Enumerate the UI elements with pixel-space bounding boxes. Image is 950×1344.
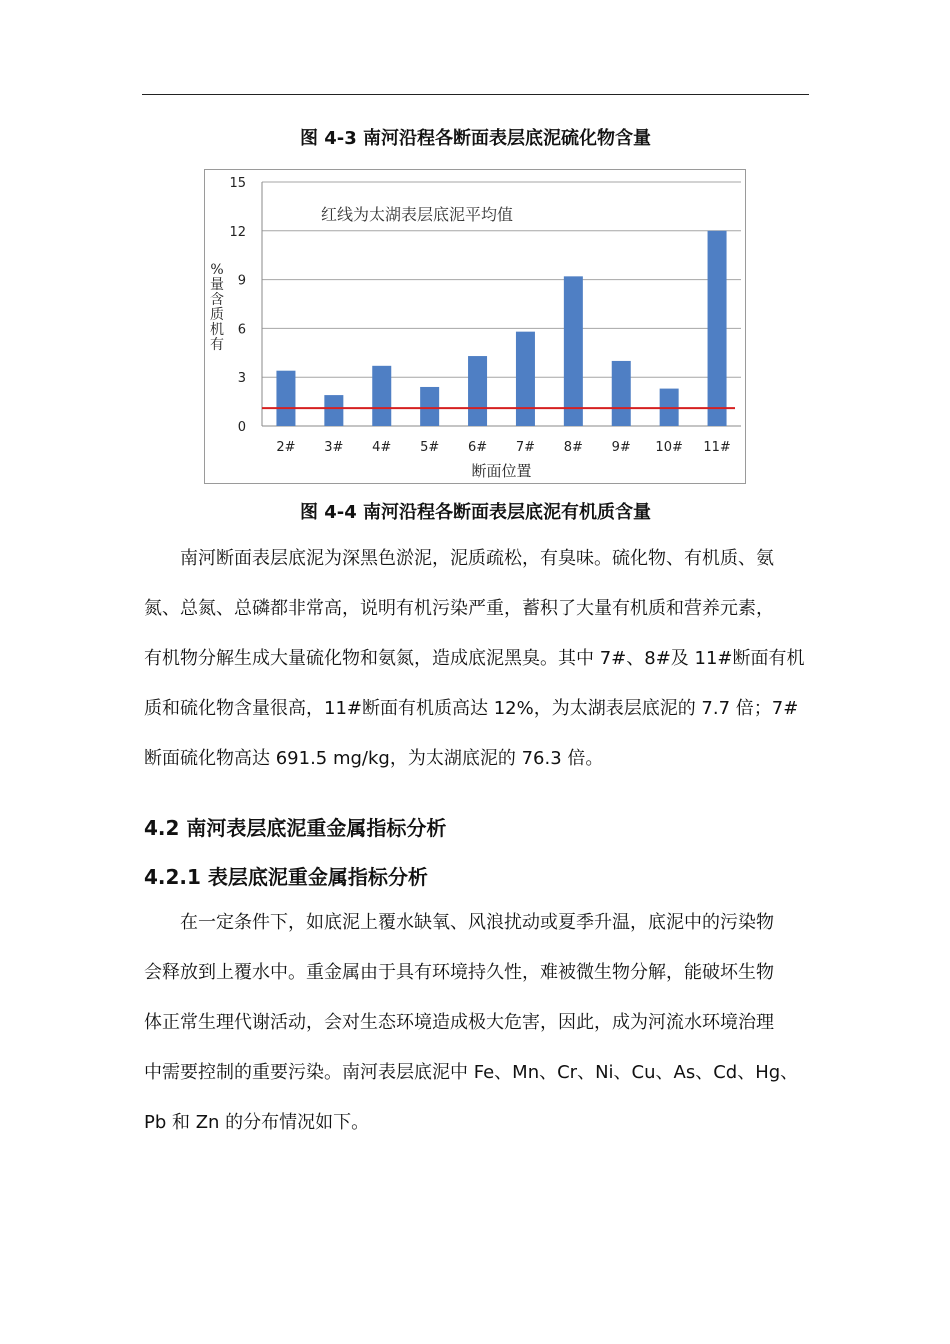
chart-canvas [205,170,745,483]
x-tick-label: 8# [563,440,583,455]
paragraph-line: 质和硫化物含量很高，11#断面有机质高达 12%，为太湖表层底泥的 7.7 倍；7# [144,698,799,719]
y-axis-label-char: 有 [210,337,224,353]
y-tick-label: 0 [237,420,246,435]
x-tick-label: 10# [655,440,683,455]
paragraph-line: 会释放到上覆水中。重金属由于具有环境持久性，难被微生物分解，能破坏生物 [144,962,774,983]
bar-3# [324,395,343,426]
paragraph-line: 氮、总氮、总磷都非常高，说明有机污染严重，蓄积了大量有机质和营养元素， [144,598,774,619]
section-heading-4-2-1: 4.2.1 表层底泥重金属指标分析 [144,865,428,889]
x-tick-label: 6# [467,440,488,455]
bar-4# [372,366,391,426]
y-tick-label: 15 [229,176,246,191]
y-axis-label-char: 机 [210,322,224,338]
bar-6# [468,356,487,426]
paragraph-sediment-description [144,534,810,784]
bar-7# [516,332,535,426]
x-tick-label: 9# [611,440,631,455]
x-tick-label: 3# [324,440,344,455]
header-rule [142,94,809,95]
bar-9# [612,361,631,426]
y-axis-label-char: 量 [210,277,224,293]
y-axis-label-char: 质 [210,307,224,323]
x-tick-label: 5# [420,440,440,455]
x-tick-label: 11# [703,440,731,455]
bar-5# [420,387,439,426]
paragraph-line: 体正常生理代谢活动，会对生态环境造成极大危害，因此，成为河流水环境治理 [144,1012,774,1033]
organic-matter-chart [204,169,746,484]
paragraph-line: 有机物分解生成大量硫化物和氨氮，造成底泥黑臭。其中 7#、8#及 11#断面有机 [144,648,805,669]
x-tick-label: 4# [372,440,392,455]
paragraph-line: 断面硫化物高达 691.5 mg/kg，为太湖底泥的 76.3 倍。 [144,748,604,769]
bar-11# [708,231,727,426]
paragraph-line: 南河断面表层底泥为深黑色淤泥，泥质疏松，有臭味。硫化物、有机质、氨 [180,548,774,569]
paragraph-line: Pb 和 Zn 的分布情况如下。 [144,1112,370,1133]
y-tick-label: 3 [237,371,246,387]
section-heading-4-2: 4.2 南河表层底泥重金属指标分析 [144,816,447,840]
y-axis-label-char: 含 [210,292,224,308]
x-tick-label: 7# [515,440,536,455]
y-axis-label-char: % [210,262,224,278]
y-tick-label: 6 [237,322,246,338]
x-tick-label: 2# [276,440,296,455]
bar-8# [564,276,583,426]
bar-2# [276,371,295,426]
x-axis-label: 断面位置 [471,462,532,480]
y-tick-label: 12 [229,224,246,240]
paragraph-heavy-metals [144,898,810,1148]
figure-4-4-caption: 图 4-4 南河沿程各断面表层底泥有机质含量 [299,502,652,523]
chart-annotation: 红线为太湖表层底泥平均值 [321,205,514,224]
figure-4-3-caption: 图 4-3 南河沿程各断面表层底泥硫化物含量 [299,128,652,149]
paragraph-line: 中需要控制的重要污染。南河表层底泥中 Fe、Mn、Cr、Ni、Cu、As、Cd、Hg、 [144,1062,799,1083]
paragraph-line: 在一定条件下，如底泥上覆水缺氧、风浪扰动或夏季升温，底泥中的污染物 [180,912,774,933]
y-tick-label: 9 [237,273,246,289]
